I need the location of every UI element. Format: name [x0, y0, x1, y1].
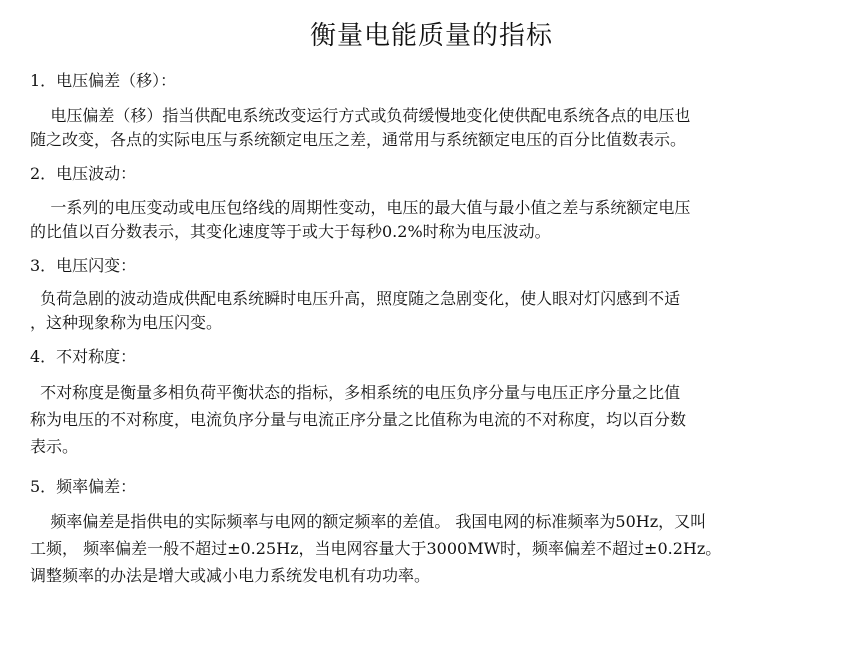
section-heading-voltage-deviation: 1．电压偏差（移）： — [30, 71, 177, 90]
body-line: 一系列的电压变动或电压包络线的周期性变动，电压的最大值与最小值之差与系统额定电压 — [30, 198, 691, 217]
body-line: 电压偏差（移）指当供配电系统改变运行方式或负荷缓慢地变化使供配电系统各点的电压也 — [30, 106, 691, 125]
body-line: 随之改变，各点的实际电压与系统额定电压之差，通常用与系统额定电压的百分比值数表示。 — [30, 130, 687, 149]
section-heading-voltage-flicker: 3．电压闪变： — [30, 256, 137, 275]
section-body-unbalance — [30, 379, 830, 460]
body-line: ，这种现象称为电压闪变。 — [30, 313, 223, 332]
page-title: 衡量电能质量的指标 — [309, 21, 553, 51]
section-body-voltage-flicker — [30, 287, 830, 335]
body-line: 表示。 — [30, 437, 79, 456]
section-heading-unbalance: 4．不对称度： — [30, 347, 137, 366]
section-heading-voltage-fluctuation: 2．电压波动： — [30, 164, 137, 183]
body-line: 不对称度是衡量多相负荷平衡状态的指标，多相系统的电压负序分量与电压正序分量之比值 — [30, 383, 681, 402]
body-line: 的比值以百分数表示，其变化速度等于或大于每秒0.2%时称为电压波动。 — [30, 222, 551, 241]
section-body-frequency-deviation — [30, 508, 830, 589]
body-line: 频率偏差是指供电的实际频率与电网的额定频率的差值。 我国电网的标准频率为50Hz，又叫 — [30, 512, 707, 531]
body-line: 负荷急剧的波动造成供配电系统瞬时电压升高，照度随之急剧变化，使人眼对灯闪感到不适 — [30, 289, 681, 308]
section-body-voltage-deviation — [30, 104, 830, 152]
body-line: 称为电压的不对称度，电流负序分量与电流正序分量之比值称为电流的不对称度，均以百分数 — [30, 410, 687, 429]
body-line: 调整频率的办法是增大或减小电力系统发电机有功功率。 — [30, 566, 431, 585]
section-heading-frequency-deviation: 5．频率偏差： — [30, 477, 137, 496]
body-line: 工频， 频率偏差一般不超过±0.25Hz，当电网容量大于3000MW时，频率偏差不超过±0.2Hz。 — [30, 539, 722, 558]
section-body-voltage-fluctuation — [30, 196, 830, 244]
